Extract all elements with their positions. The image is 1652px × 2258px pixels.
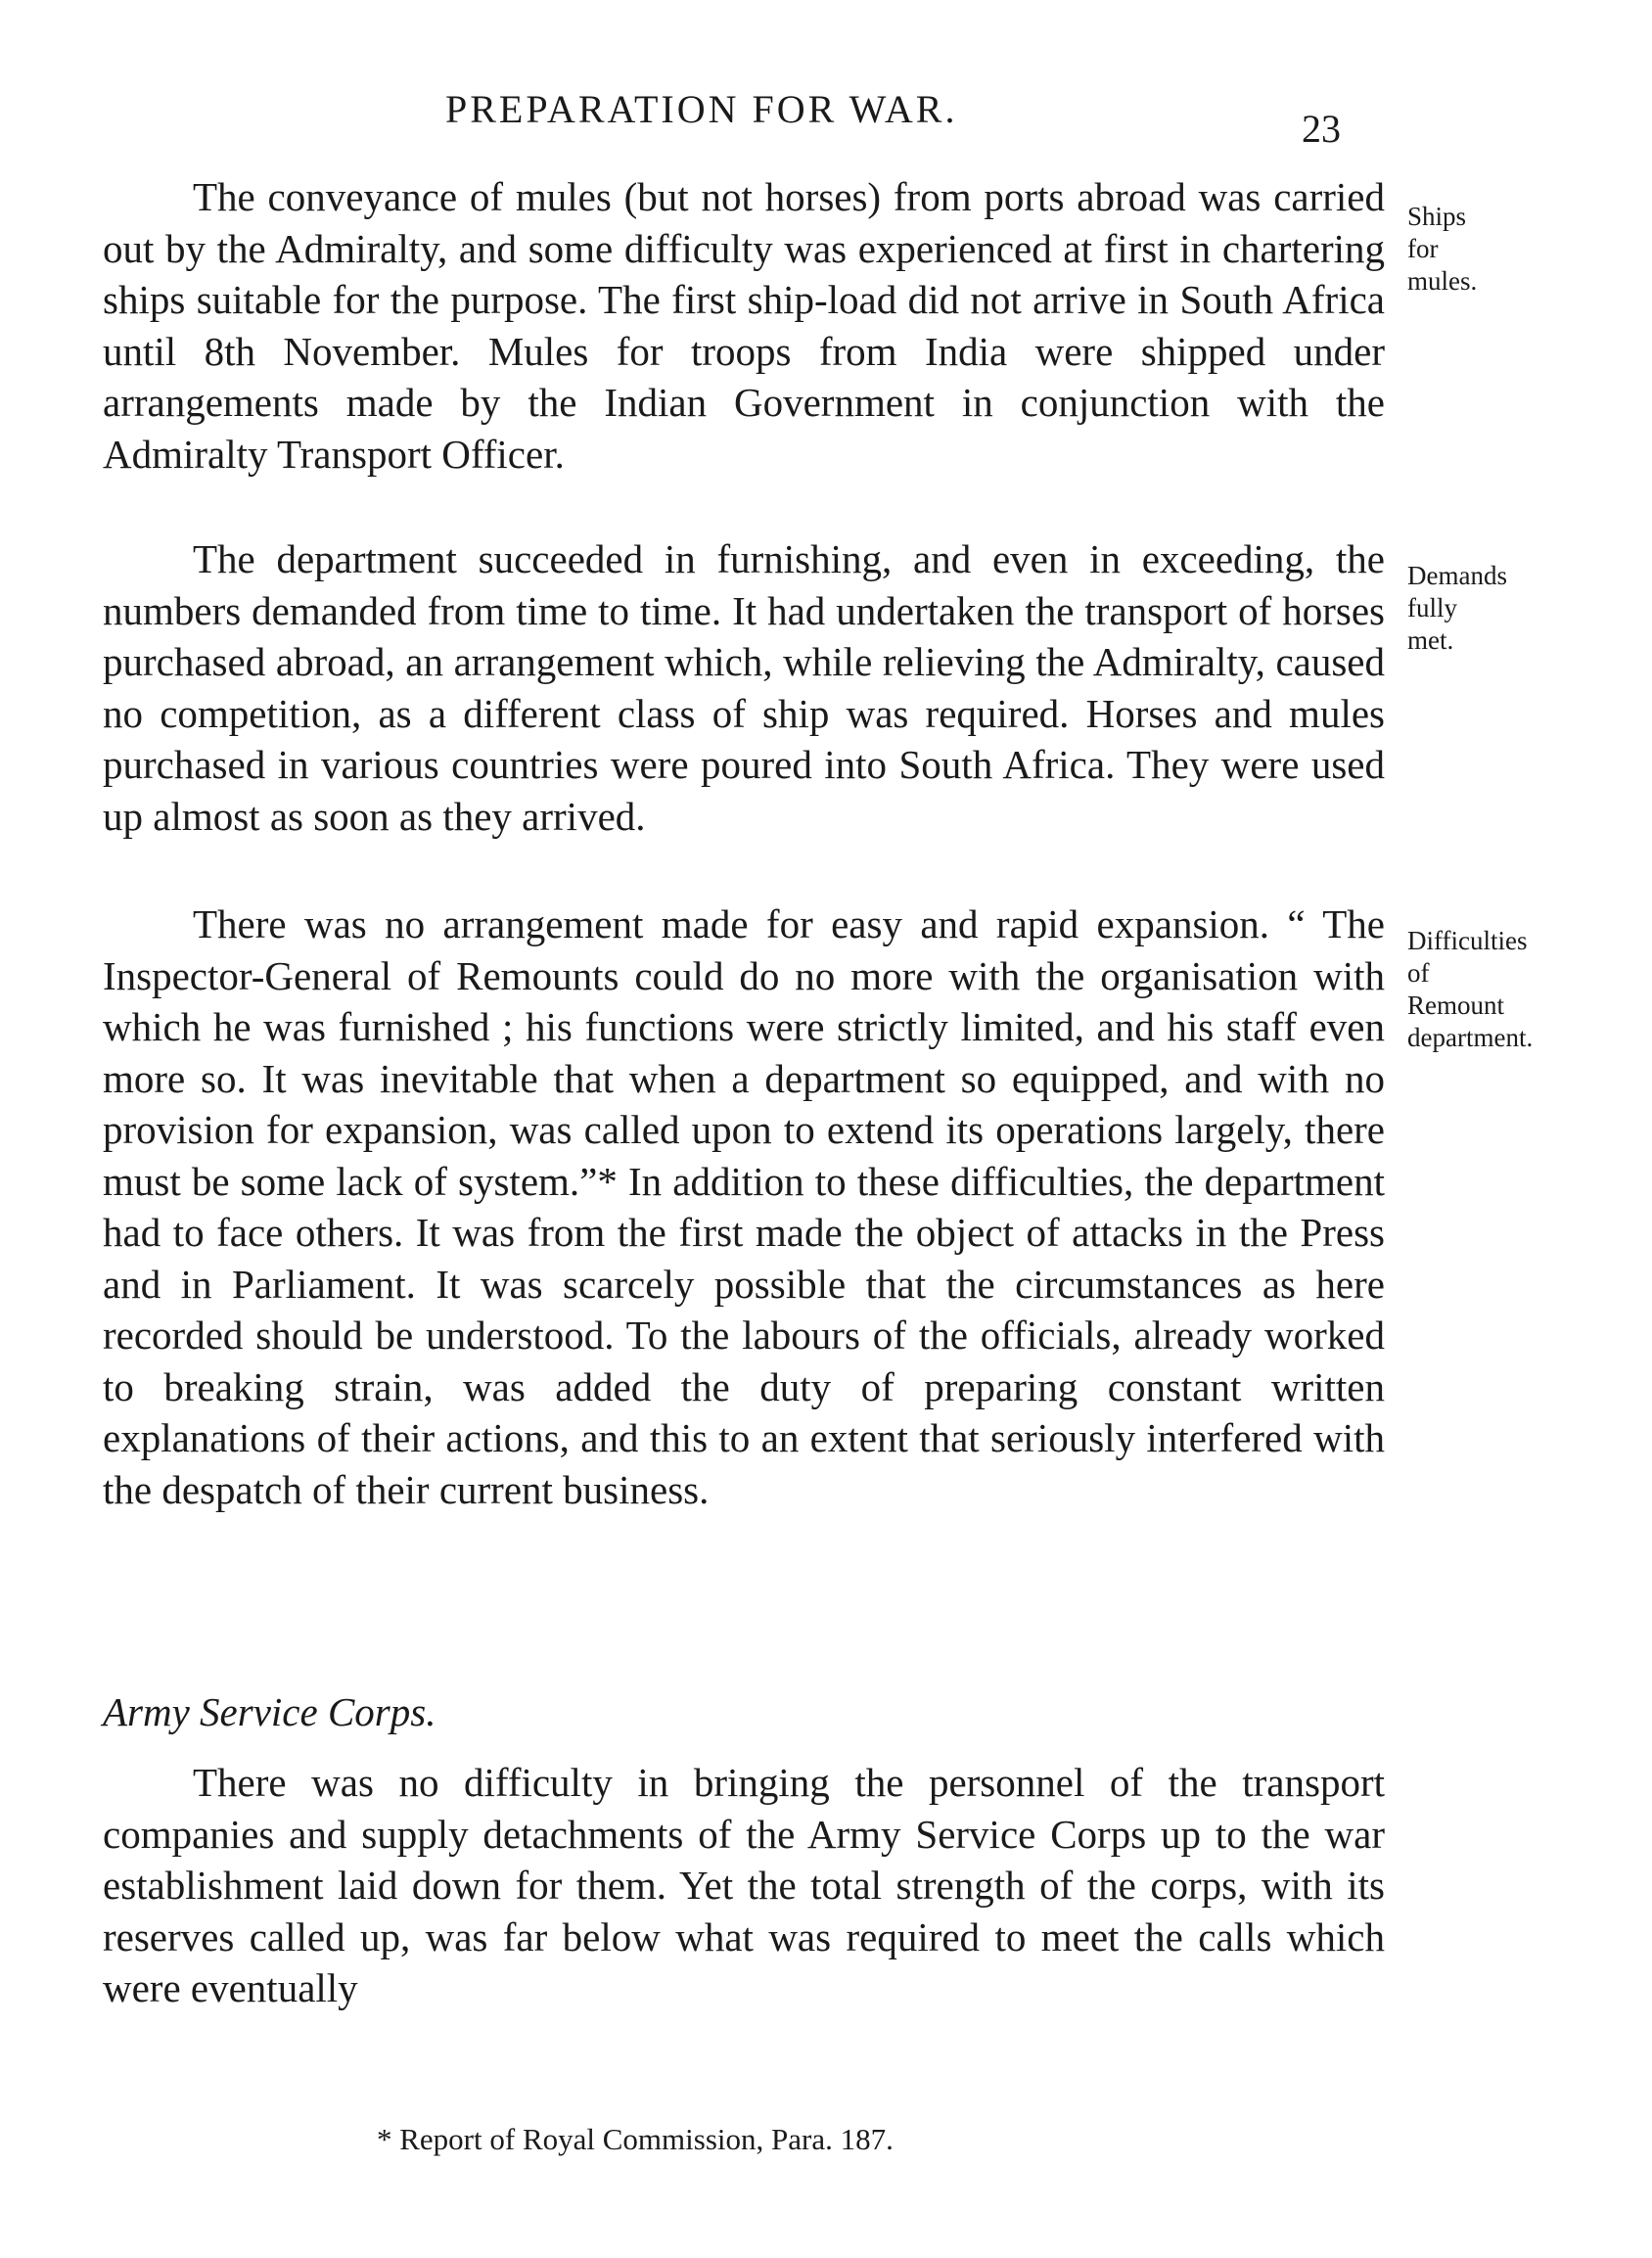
paragraph-text: The department succeeded in furnishing, and even in exceeding, the numbers demanded from time to time. It had undertaken the transport of horses purchased abroad, an arrangement which, while relieving the Admiralty, caused no competition, as a different class of ship was required. Horses and mules purchased in various countries were poured into South Africa. They were used up almost as soon as they arrived. [103,536,1385,839]
margin-note-remount-difficulties [1407,925,1603,1054]
paragraph-text: The conveyance of mules (but not horses) from ports abroad was carried out by the Admiralty, and some difficulty was experienced at first in chartering ships suitable for the purpose. The first ship-load did not arrive in South Africa until 8th November. Mules for troops from India were shipped under arrangements made by the Indian Government in conjunction with the Admiralty Transport Officer. [103,174,1385,477]
paragraph-mules-conveyance [103,171,1385,480]
paragraph-remount-difficulties [103,899,1385,1515]
margin-note-line: Remount [1407,991,1504,1020]
margin-note-line: met. [1407,625,1454,655]
paragraph-text: There was no difficulty in bringing the personnel of the transport companies and supply detachments of the Army Service Corps up to the war establishment laid down for them. Yet the total strength of the corps, with its reserves called up, was far below what was required to meet the calls which were eventually [103,1760,1385,2010]
margin-note-line: mules. [1407,266,1478,296]
running-head: PREPARATION FOR WAR. [445,87,958,131]
margin-note-demands-fully-met [1407,560,1603,657]
section-heading-army-service-corps: Army Service Corps. [103,1689,436,1734]
footnote: * Report of Royal Commission, Para. 187. [377,2122,894,2156]
page-number: 23 [1302,107,1341,151]
margin-note-line: fully [1407,593,1457,622]
paragraph-army-service-corps [103,1757,1385,2014]
margin-note-line: Difficulties [1407,926,1528,955]
margin-note-line: for [1407,234,1439,263]
paragraph-text: There was no arrangement made for easy and rapid expansion. “ The Inspector-General of Remounts could do no more with the organisation with which he was furnished ; his functions were strictly limited, and his staff even more so. It was inevitable that when a department so equipped, and with no provision for expansion, was called upon to extend its operations largely, there must be some lack of system.”* In addition to these difficulties, the department had to face others. It was from the first made the object of attacks in the Press and in Parliament. It was scarcely possible that the circumstances as here recorded should be understood. To the labours of the officials, already worked to breaking strain, was added the duty of preparing constant written explanations of their actions, and this to an extent that seriously interfered with the despatch of their current business. [103,901,1385,1512]
paragraph-demands-met [103,533,1385,842]
margin-note-ships-for-mules [1407,201,1603,298]
margin-note-line: department. [1407,1023,1534,1052]
margin-note-line: of [1407,958,1430,988]
margin-note-line: Ships [1407,202,1467,231]
margin-note-line: Demands [1407,561,1507,590]
